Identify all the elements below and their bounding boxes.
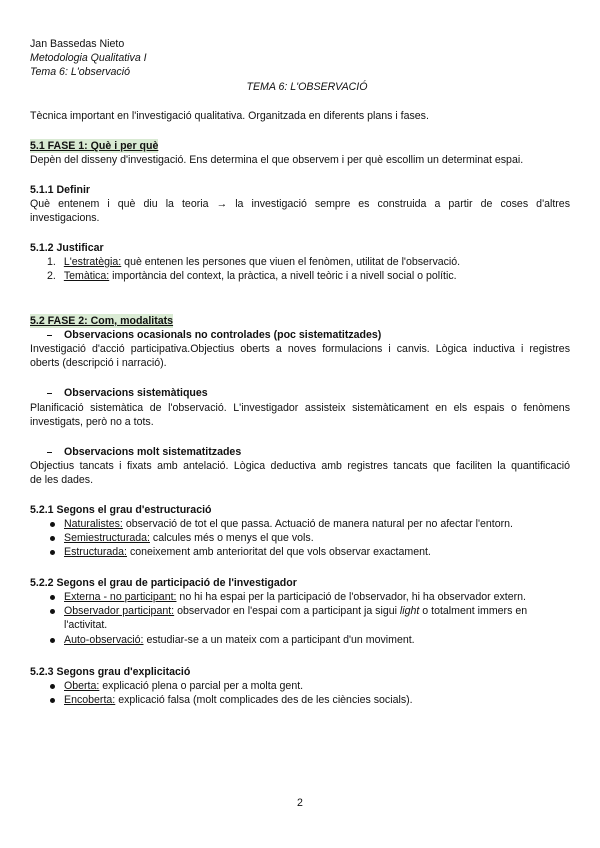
mode-1-line1: Investigació d'acció participativa.Objectius oberts a noves formulacions i canvis. Lògica inductiva i registres [30,343,570,355]
list-term: Semiestructurada: [64,532,150,544]
list-text: explicació plena o parcial per a molta gent. [99,680,304,692]
bullet-marker [50,698,55,703]
list-term: Externa - no participant: [64,591,177,603]
list-text: observació de tot el que passa. Actuació de manera natural per no afectar l'entorn. [122,518,514,530]
page-number: 2 [297,797,303,809]
mode-2-line1: Planificació sistemàtica de l'observació. L'investigador assisteix sistemàticament en els espais o fenòmens [30,402,570,414]
structure-item-2 [64,531,314,545]
participation-heading: 5.2.2 Segons el grau de participació de l'investigador [30,577,297,589]
participation-item-2-continued: l'activitat. [64,619,108,631]
bullet-marker [50,536,55,541]
justify-item-1 [47,255,460,269]
dash-marker [47,335,52,336]
participation-item-3 [64,633,415,647]
phase2-heading: 5.2 FASE 2: Com, modalitats [30,315,174,327]
list-text-emphasis: light [399,605,420,617]
intro-paragraph: Tècnica important en l'investigació qualitativa. Organitzada en diferents plans i fases. [30,110,429,122]
participation-item-2 [64,604,527,618]
mode-3-line2: de les dades. [30,474,94,486]
explicitness-item-1 [64,679,303,693]
dash-marker [47,452,52,453]
structure-item-1 [64,517,513,531]
list-text: explicació falsa (molt complicades des de les ciències socials). [115,694,413,706]
mode-2-line2: investigats, però no a tots. [30,416,154,428]
mode-3-line1: Objectius tancats i fixats amb antelació. Lògica deductiva amb registres tancats que faciliten la quantificació [30,460,570,472]
list-text: importància del context, la pràctica, a nivell teòric i a nivell social o polític. [109,270,457,282]
bullet-marker [50,684,55,689]
list-term: Auto-observació: [64,634,144,646]
justify-item-2 [47,269,457,283]
list-text: no hi ha espai per la participació de l'observador, hi ha observador extern. [176,591,526,603]
explicitness-heading: 5.2.3 Segons grau d'explicitació [30,666,191,678]
list-text: o totalment immers en [419,605,528,617]
list-term: Estructurada: [64,546,128,558]
dash-marker [47,393,52,394]
list-term: Encoberta: [64,694,116,706]
list-term: Oberta: [64,680,100,692]
structure-item-3 [64,545,431,559]
subject-name: Metodologia Qualitativa I [30,52,147,64]
bullet-marker [50,638,55,643]
bullet-marker [50,609,55,614]
justify-heading: 5.1.2 Justificar [30,242,104,254]
list-text: estudiar-se a un mateix com a participant d'un moviment. [143,634,415,646]
list-text: coneixement amb anterioritat del que vols observar exactament. [127,546,431,558]
list-term: Naturalistes: [64,518,123,530]
document-title: TEMA 6: L'OBSERVACIÓ [246,81,368,93]
structure-heading: 5.2.1 Segons el grau d'estructuració [30,504,212,516]
bullet-marker [50,595,55,600]
list-number: 2. [47,270,56,282]
list-text: observador en l'espai com a participant ja sigui [174,605,400,617]
phase1-heading: 5.1 FASE 1: Què i per què [30,140,159,152]
mode-1-line2: oberts (descripció i narració). [30,357,167,369]
author-name: Jan Bassedas Nieto [30,38,125,50]
list-term: Temàtica: [63,270,110,282]
list-text: què entenen les persones que viuen el fenòmen, utilitat de l'observació. [121,256,461,268]
phase1-text: Depèn del disseny d'investigació. Ens determina el que observem i per què escollim un determinat espai. [30,154,524,166]
list-term: L'estratègia: [63,256,122,268]
list-number: 1. [47,256,56,268]
mode-3-title: Observacions molt sistematitzades [64,446,242,458]
mode-1-title: Observacions ocasionals no controlades (poc sistematitzades) [64,329,382,341]
bullet-marker [50,550,55,555]
mode-2-title: Observacions sistemàtiques [64,387,208,399]
define-text-line1: Què entenem i què diu la teoria → la investigació sempre es construida a partir de coses d'altres [30,198,570,210]
explicitness-item-2 [64,693,413,707]
bullet-marker [50,522,55,527]
define-text-line2: investigacions. [30,212,100,224]
topic-name: Tema 6: L'observació [30,66,130,78]
define-heading: 5.1.1 Definir [30,184,91,196]
participation-item-1 [64,590,526,604]
list-term: Observador participant: [64,605,175,617]
list-text: calcules més o menys el que vols. [149,532,314,544]
